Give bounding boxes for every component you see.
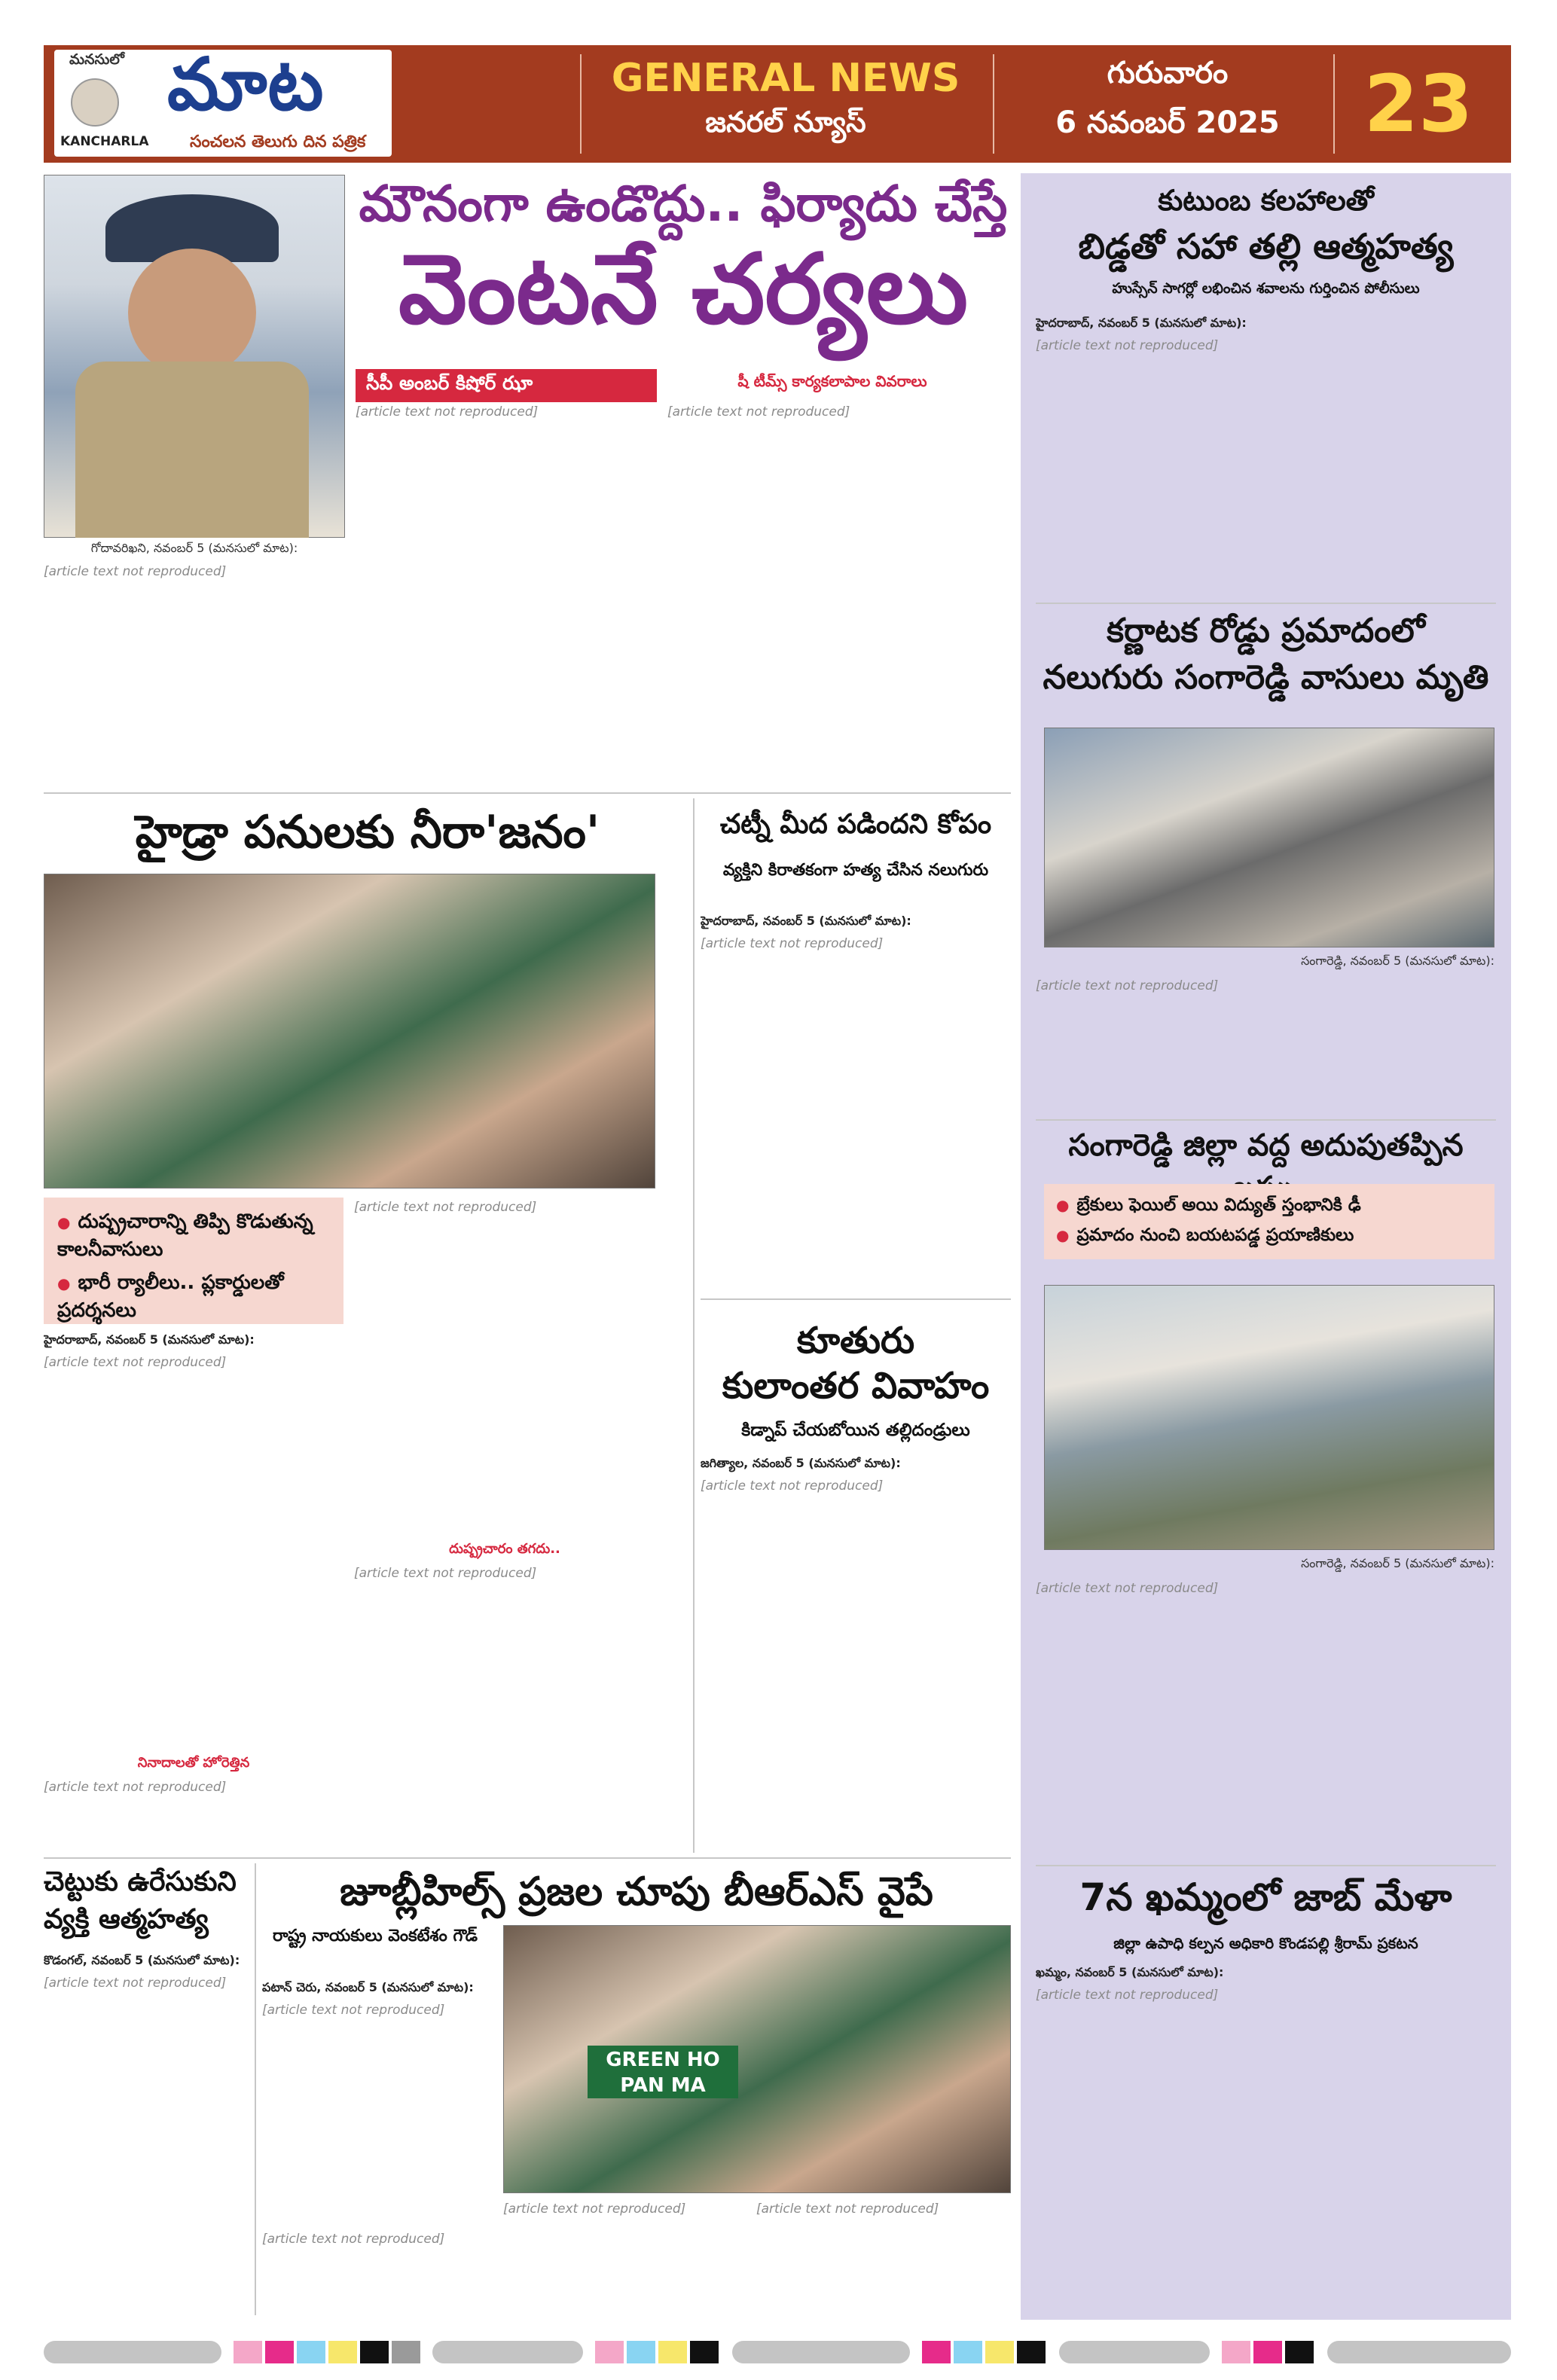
registration-bar (432, 2341, 583, 2363)
masthead-divider (1333, 54, 1335, 154)
bus-headline: సంగారెడ్డి జిల్లా వద్ద అదుపుతప్పిన (1068, 1128, 1464, 1163)
body-withheld-note: [article text not reproduced] (262, 2003, 445, 2018)
registration-bar (1327, 2341, 1511, 2363)
chutney-headline: చట్నీ మీద పడిందని కోపం (719, 809, 992, 840)
section-title-te: జనరల్ న్యూస్ (705, 105, 866, 139)
lead-headline-line1: మౌనంగా ఉండొద్దు.. ఫిర్యాదు చేస్తే (359, 175, 1008, 233)
photo-caption: గోదావరిఖని, నవంబర్ 5 (మనసులో మాట): (90, 541, 298, 555)
hydra-body-col2b (354, 1564, 655, 1850)
masthead-divider (993, 54, 994, 154)
color-swatch (1017, 2341, 1046, 2363)
bus-bullet: ● బ్రేకులు ఫెయిల్ అయి విద్యుత్ స్తంభానికి ఢీ (1044, 1184, 1494, 1219)
dateline: జగిత్యాల, నవంబర్ 5 (మనసులో మాట): (701, 1456, 901, 1470)
dateline: ఖమ్మం, నవంబర్ 5 (మనసులో మాట): (1036, 1965, 1224, 1979)
body-withheld-note: [article text not reproduced] (503, 2202, 686, 2217)
color-swatch (328, 2341, 357, 2363)
color-swatch (1253, 2341, 1282, 2363)
jubilee-body-col1 (262, 1978, 488, 2226)
jubilee-subhead: రాష్ట్ర నాయకులు వెంకటేశం గౌడ్ (272, 1927, 478, 1945)
color-swatch (658, 2341, 687, 2363)
masthead-divider (580, 54, 582, 154)
logo-small-text: మనసులో (69, 51, 124, 68)
body-withheld-note: [article text not reproduced] (701, 936, 884, 951)
body-withheld-note: [article text not reproduced] (354, 1566, 537, 1581)
lead-subhead: షీ టీమ్స్ కార్యకలాపాల వివరాలు (737, 372, 927, 390)
body-withheld-note: [article text not reproduced] (756, 2202, 939, 2217)
issue-date: 6 నవంబర్ 2025 (1055, 105, 1280, 140)
issue-day: గురువారం (1107, 56, 1229, 90)
hydra-subhead: నినాదాలతో హోరెత్తిన (137, 1755, 250, 1771)
hydra-headline: హైడ్రా పనులకు నీరా'జనం' (135, 806, 600, 859)
hydra-body-col1 (44, 1330, 343, 1752)
hydra-bullet: ● దుష్ప్రచారాన్ని తిప్పి కొడుతున్న కాలనీవాసులు (44, 1198, 343, 1263)
hydra-body-col2 (354, 1198, 655, 1536)
photo-caption: సంగారెడ్డి, నవంబర్ 5 (మనసులో మాట): (1301, 954, 1494, 968)
hydra-bullet: ● భారీ ర్యాలీలు.. ప్లకార్డులతో ప్రదర్శనలు (44, 1263, 343, 1324)
lead-body-col3 (667, 402, 1011, 786)
jubilee-campaign-photo (503, 1925, 1011, 2193)
daughter-body (701, 1454, 1011, 1850)
hydra-highlights-box (44, 1198, 343, 1324)
masthead-logo (54, 42, 392, 157)
family-headline-line1: కుటుంబ కలహాలతో (1158, 184, 1374, 217)
hydra-rally-photo (44, 874, 655, 1188)
color-swatch (234, 2341, 262, 2363)
job-subhead: జిల్లా ఉపాధి కల్పన అధికారి కొండపల్లి శ్రీరామ్ ప్రకటన (1113, 1934, 1418, 1952)
officer-face-icon (128, 249, 256, 377)
color-swatch (595, 2341, 624, 2363)
karnataka-headline-line1: కర్ణాటక రోడ్డు ప్రమాదంలో (1107, 612, 1425, 650)
body-withheld-note: [article text not reproduced] (1036, 978, 1219, 993)
lead-body-col1 (44, 562, 345, 786)
body-withheld-note: [article text not reproduced] (44, 564, 227, 579)
registration-bar (732, 2341, 910, 2363)
hydra-body-col1b (44, 1777, 343, 1850)
logo-tagline: సంచలన తెలుగు దిన పత్రిక (190, 133, 366, 151)
section-divider (1036, 603, 1496, 604)
body-withheld-note: [article text not reproduced] (354, 1200, 537, 1215)
color-swatch (265, 2341, 294, 2363)
color-swatch (627, 2341, 655, 2363)
accident-car-photo (1044, 728, 1494, 947)
jubilee-body-col3 (756, 2199, 1011, 2312)
body-withheld-note: [article text not reproduced] (1036, 338, 1219, 353)
tree-body (44, 1951, 247, 2312)
color-swatch (922, 2341, 951, 2363)
dateline: హైదరాబాద్, నవంబర్ 5 (మనసులో మాట): (44, 1332, 255, 1347)
karnataka-body (1036, 976, 1496, 1113)
lead-headline-line2: వెంటనే చర్యలు (398, 233, 968, 346)
karnataka-headline-line2: నలుగురు సంగారెడ్డి వాసులు మృతి (1043, 658, 1489, 697)
column-divider (255, 1863, 256, 2315)
section-divider (1036, 1119, 1496, 1121)
color-swatch (985, 2341, 1014, 2363)
color-swatch (392, 2341, 420, 2363)
dateline: కొడంగల్, నవంబర్ 5 (మనసులో మాట): (44, 1953, 240, 1967)
dateline: పటాన్ చెరు, నవంబర్ 5 (మనసులో మాట): (262, 1980, 474, 1994)
family-body (1036, 313, 1496, 597)
body-withheld-note: [article text not reproduced] (1036, 1581, 1219, 1596)
body-withheld-note: [article text not reproduced] (44, 1355, 227, 1370)
color-swatch (297, 2341, 325, 2363)
dateline: హైదరాబాద్, నవంబర్ 5 (మనసులో మాట): (701, 914, 911, 928)
chutney-body (701, 911, 1011, 1288)
color-swatch (1222, 2341, 1250, 2363)
page-number: 23 (1363, 58, 1473, 150)
daughter-headline-line2: కులాంతర వివాహం (722, 1365, 990, 1407)
jubilee-headline: జూబ్లీహిల్స్ ప్రజల చూపు బీఆర్ఎస్ వైపే (340, 1869, 933, 1915)
body-withheld-note: [article text not reproduced] (701, 1478, 884, 1494)
body-withheld-note: [article text not reproduced] (44, 1976, 227, 1991)
daughter-headline-line1: కూతురు (796, 1320, 915, 1362)
body-withheld-note: [article text not reproduced] (262, 2232, 445, 2247)
bus-bullet: ● ప్రమాదం నుంచి బయటపడ్డ ప్రయాణికులు (1044, 1219, 1494, 1249)
daughter-subhead: కిడ్నాప్ చేయబోయిన తల్లిదండ్రులు (741, 1420, 970, 1440)
job-body (1036, 1963, 1496, 2309)
color-swatch (1285, 2341, 1314, 2363)
body-withheld-note: [article text not reproduced] (1036, 1988, 1219, 2003)
job-headline: 7న ఖమ్మంలో జాబ్ మేళా (1079, 1875, 1452, 1919)
section-divider (1036, 1865, 1496, 1866)
jubilee-body-col2 (503, 2199, 744, 2312)
photo-caption: సంగారెడ్డి, నవంబర్ 5 (మనసులో మాట): (1301, 1556, 1494, 1570)
section-divider (44, 792, 1011, 794)
lead-body-col2 (356, 402, 657, 786)
registration-bar (44, 2341, 221, 2363)
section-divider (44, 1857, 1011, 1859)
tree-headline: చెట్టుకు ఉరేసుకుని వ్యక్తి ఆత్మహత్య (44, 1866, 237, 1935)
dateline: హైదరాబాద్, నవంబర్ 5 (మనసులో మాట): (1036, 316, 1247, 330)
logo-main-text: మాట (167, 42, 325, 127)
registration-bar (1059, 2341, 1210, 2363)
body-withheld-note: [article text not reproduced] (667, 404, 850, 420)
family-subhead: హుస్సేన్ సాగర్లో లభించిన శవాలను గుర్తించిన పోలీసులు (1112, 280, 1420, 297)
column-divider (693, 798, 695, 1853)
founder-portrait-icon (71, 78, 119, 127)
logo-name: KANCHARLA (60, 134, 149, 149)
section-title-en: GENERAL NEWS (611, 56, 960, 101)
bus-body (1036, 1579, 1496, 1859)
section-divider (701, 1298, 1011, 1300)
byline-tag: సీపీ అంబర్ కిషోర్ ఝా (356, 369, 657, 402)
officer-uniform-icon (75, 362, 309, 538)
body-withheld-note: [article text not reproduced] (44, 1780, 227, 1795)
shop-sign: GREEN HO PAN MA (588, 2046, 738, 2098)
color-swatch (360, 2341, 389, 2363)
chutney-subhead: వ్యక్తిని కిరాతకంగా హత్య చేసిన నలుగురు (722, 861, 989, 880)
body-withheld-note: [article text not reproduced] (356, 404, 539, 420)
color-swatch (690, 2341, 719, 2363)
bus-accident-photo (1044, 1285, 1494, 1550)
jubilee-body-col1b (262, 2229, 488, 2312)
family-headline-line2: బిడ్డతో సహా తల్లి ఆత్మహత్య (1078, 226, 1454, 267)
hydra-subhead: దుష్ప్రచారం తగదు.. (449, 1541, 560, 1557)
color-swatch (954, 2341, 982, 2363)
bus-highlights-box (1044, 1184, 1494, 1259)
